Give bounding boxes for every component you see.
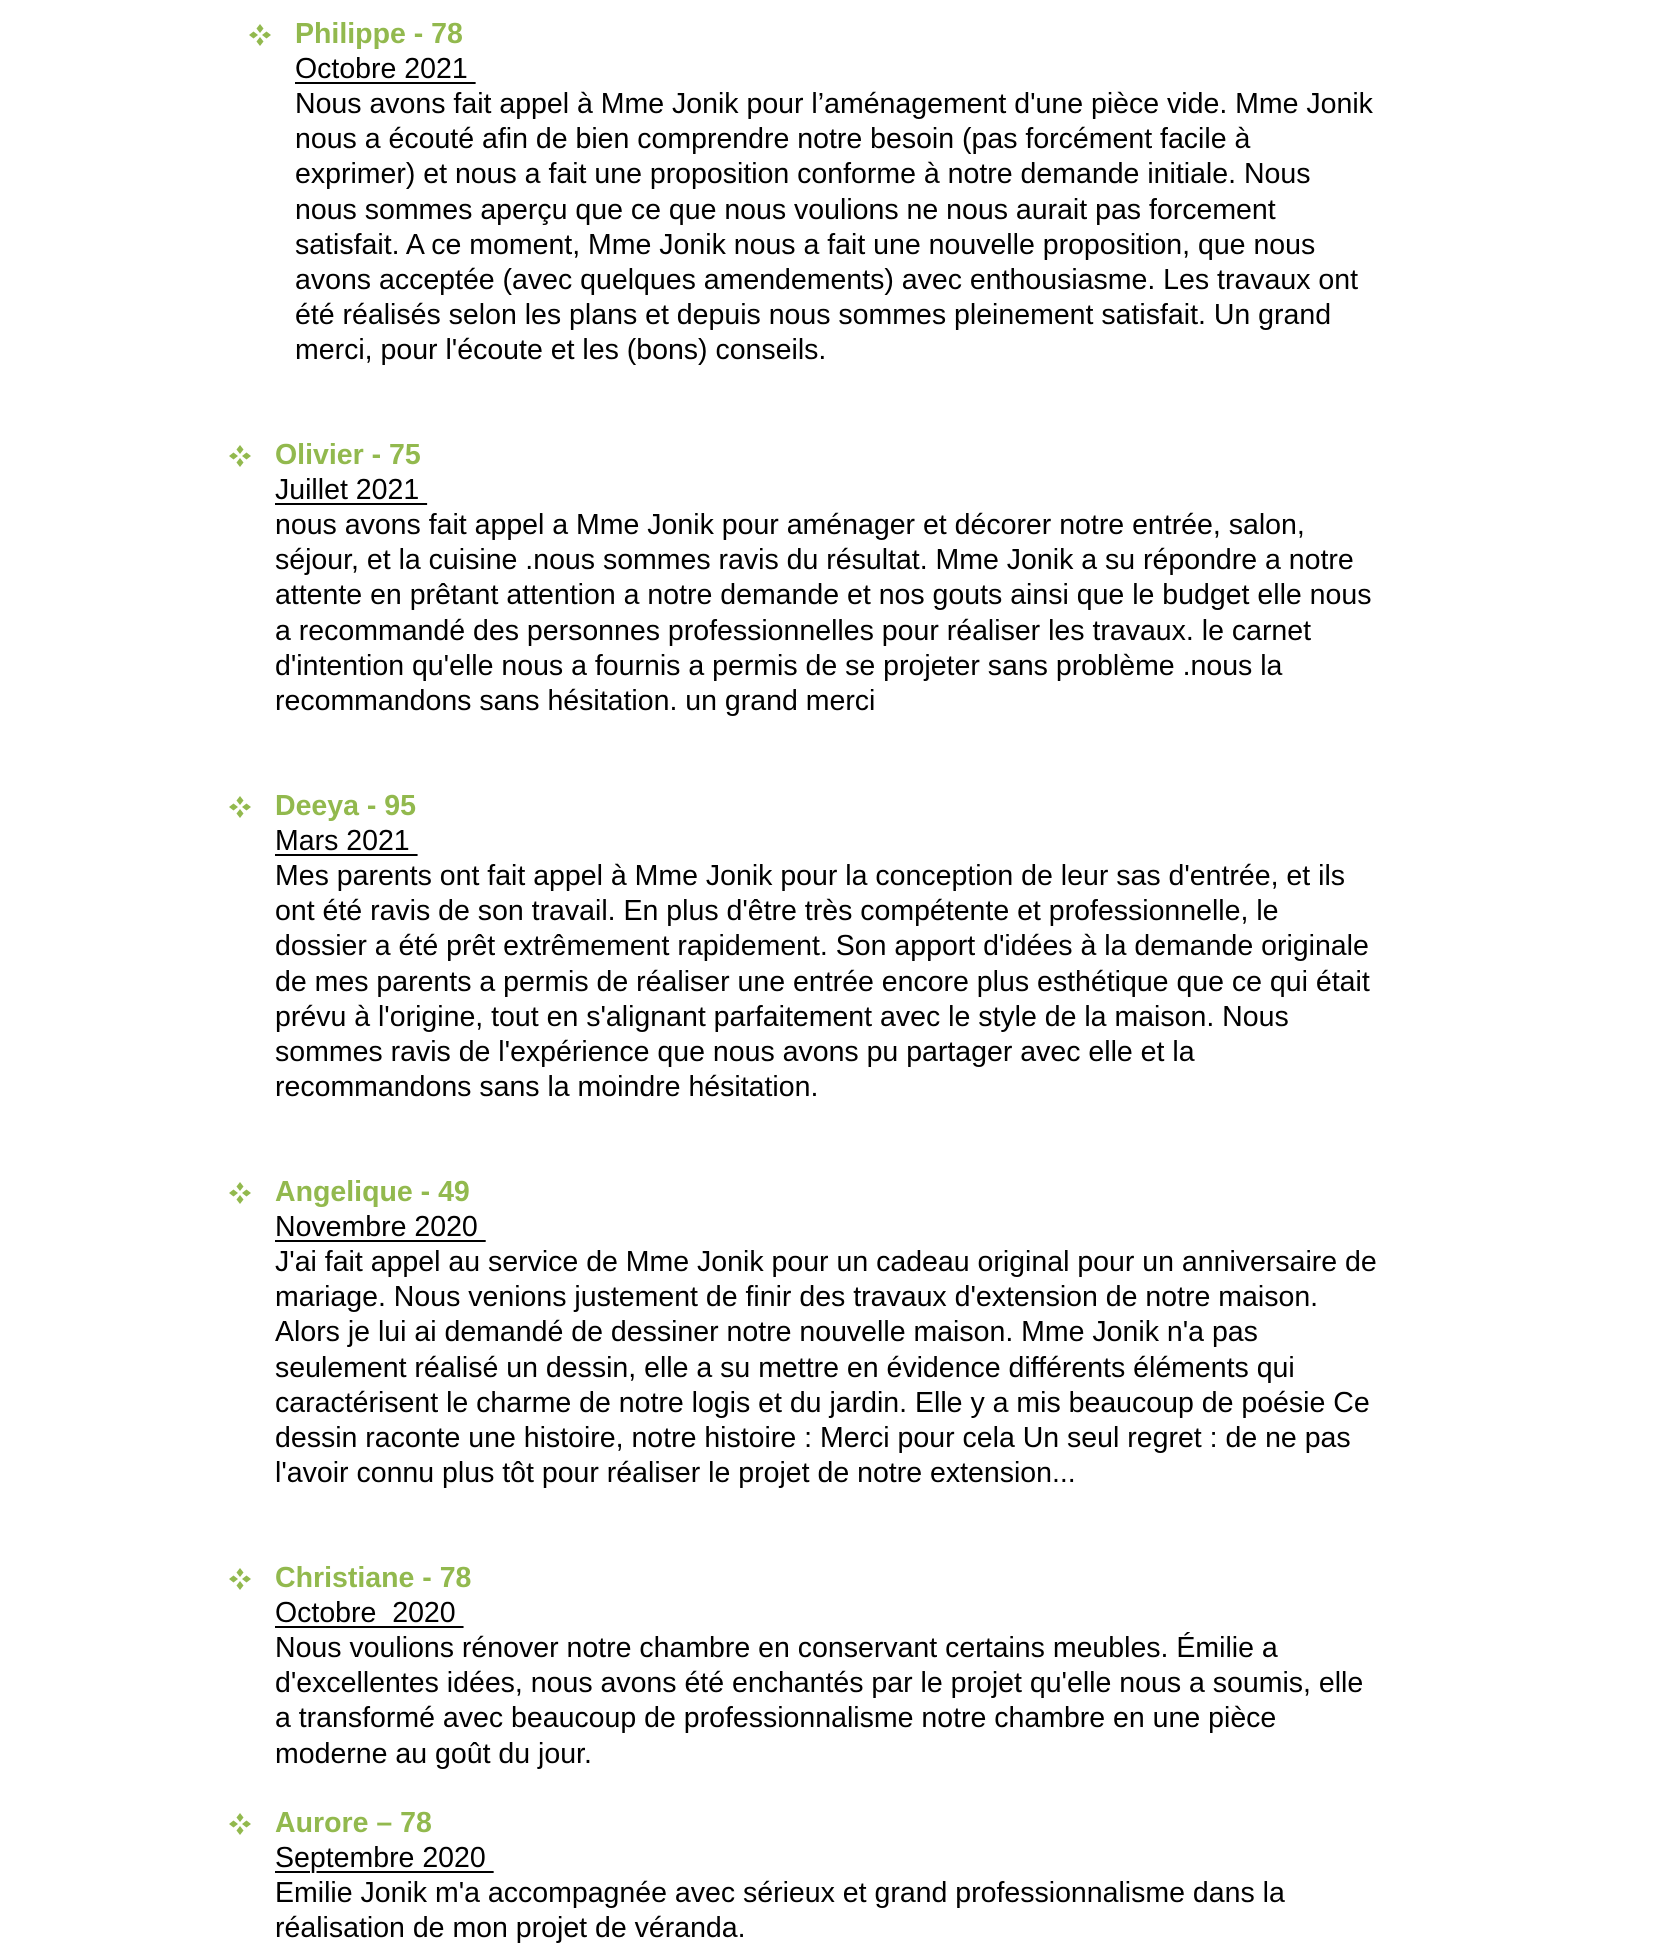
review-text: nous avons fait appel a Mme Jonik pour aménager et décorer notre entrée, salon, séjour, et la cuisine .nous sommes ravis du résultat. Mme Jonik a su répondre a notre attente en prêtant attention a notre demande et nos gouts ainsi que le budget elle nous a recommandé des personnes professionnelles pour réaliser les travaux. le carnet d'intention qu'elle nous a fournis a permis de se projeter sans problème .nous la recommandons sans hésitation. un grand merci	[275, 509, 1372, 718]
review-date: Novembre 2020	[275, 1211, 486, 1243]
testimonial-item	[275, 438, 1505, 719]
review-date: Octobre 2021	[295, 53, 476, 85]
review-date: Juillet 2021	[275, 474, 428, 506]
review-date: Septembre 2020	[275, 1842, 494, 1874]
four-diamond-bullet-icon	[228, 795, 252, 819]
testimonial-item	[275, 1806, 1505, 1946]
reviewer-name: Deeya - 95	[275, 790, 417, 822]
review-text: Emilie Jonik m'a accompagnée avec sérieux et grand professionnalisme dans la réalisation de mon projet de véranda.	[275, 1877, 1285, 1945]
reviewer-name: Aurore – 78	[275, 1807, 432, 1839]
review-text: Nous voulions rénover notre chambre en conservant certains meubles. Émilie a d'excellentes idées, nous avons été enchantés par le projet qu'elle nous a soumis, elle a transformé avec beaucoup de professionnalisme notre chambre en une pièce moderne au goût du jour.	[275, 1632, 1364, 1770]
reviewer-name: Angelique - 49	[275, 1176, 470, 1208]
testimonial-item	[275, 789, 1505, 1105]
reviewer-name: Christiane - 78	[275, 1562, 472, 1594]
four-diamond-bullet-icon	[228, 1567, 252, 1591]
review-text: J'ai fait appel au service de Mme Jonik pour un cadeau original pour un anniversaire de mariage. Nous venions justement de finir des travaux d'extension de notre maison. Alors je lui ai demandé de dessiner notre nouvelle maison. Mme Jonik n'a pas seulement réalisé un dessin, elle a su mettre en évidence différents éléments qui caractérisent le charme de notre logis et du jardin. Elle y a mis beaucoup de poésie Ce dessin raconte une histoire, notre histoire : Merci pour cela Un seul regret : de ne pas l'avoir connu plus tôt pour réaliser le projet de notre extension...	[275, 1246, 1377, 1490]
review-text: Mes parents ont fait appel à Mme Jonik pour la conception de leur sas d'entrée, et ils ont été ravis de son travail. En plus d'être très compétente et professionnelle, le dossier a été prêt extrêmement rapidement. Son apport d'idées à la demande originale de mes parents a permis de réaliser une entrée encore plus esthétique que ce qui était prévu à l'origine, tout en s'alignant parfaitement avec le style de la maison. Nous sommes ravis de l'expérience que nous avons pu partager avec elle et la recommandons sans la moindre hésitation.	[275, 860, 1370, 1104]
testimonial-item	[295, 17, 1525, 369]
review-date: Octobre 2020	[275, 1597, 464, 1629]
four-diamond-bullet-icon	[248, 23, 272, 47]
review-date: Mars 2021	[275, 825, 418, 857]
four-diamond-bullet-icon	[228, 444, 252, 468]
testimonial-item	[275, 1561, 1505, 1772]
four-diamond-bullet-icon	[228, 1812, 252, 1836]
review-text: Nous avons fait appel à Mme Jonik pour l’aménagement d'une pièce vide. Mme Jonik nous a écouté afin de bien comprendre notre besoin (pas forcément facile à exprimer) et nous a fait une proposition conforme à notre demande initiale. Nous nous sommes aperçu que ce que nous voulions ne nous aurait pas forcement satisfait. A ce moment, Mme Jonik nous a fait une nouvelle proposition, que nous avons acceptée (avec quelques amendements) avec enthousiasme. Les travaux ont été réalisés selon les plans et depuis nous sommes pleinement satisfait. Un grand merci, pour l'écoute et les (bons) conseils.	[295, 88, 1373, 367]
reviewer-name: Philippe - 78	[295, 18, 463, 50]
testimonial-item	[275, 1175, 1505, 1491]
reviewer-name: Olivier - 75	[275, 439, 421, 471]
four-diamond-bullet-icon	[228, 1181, 252, 1205]
